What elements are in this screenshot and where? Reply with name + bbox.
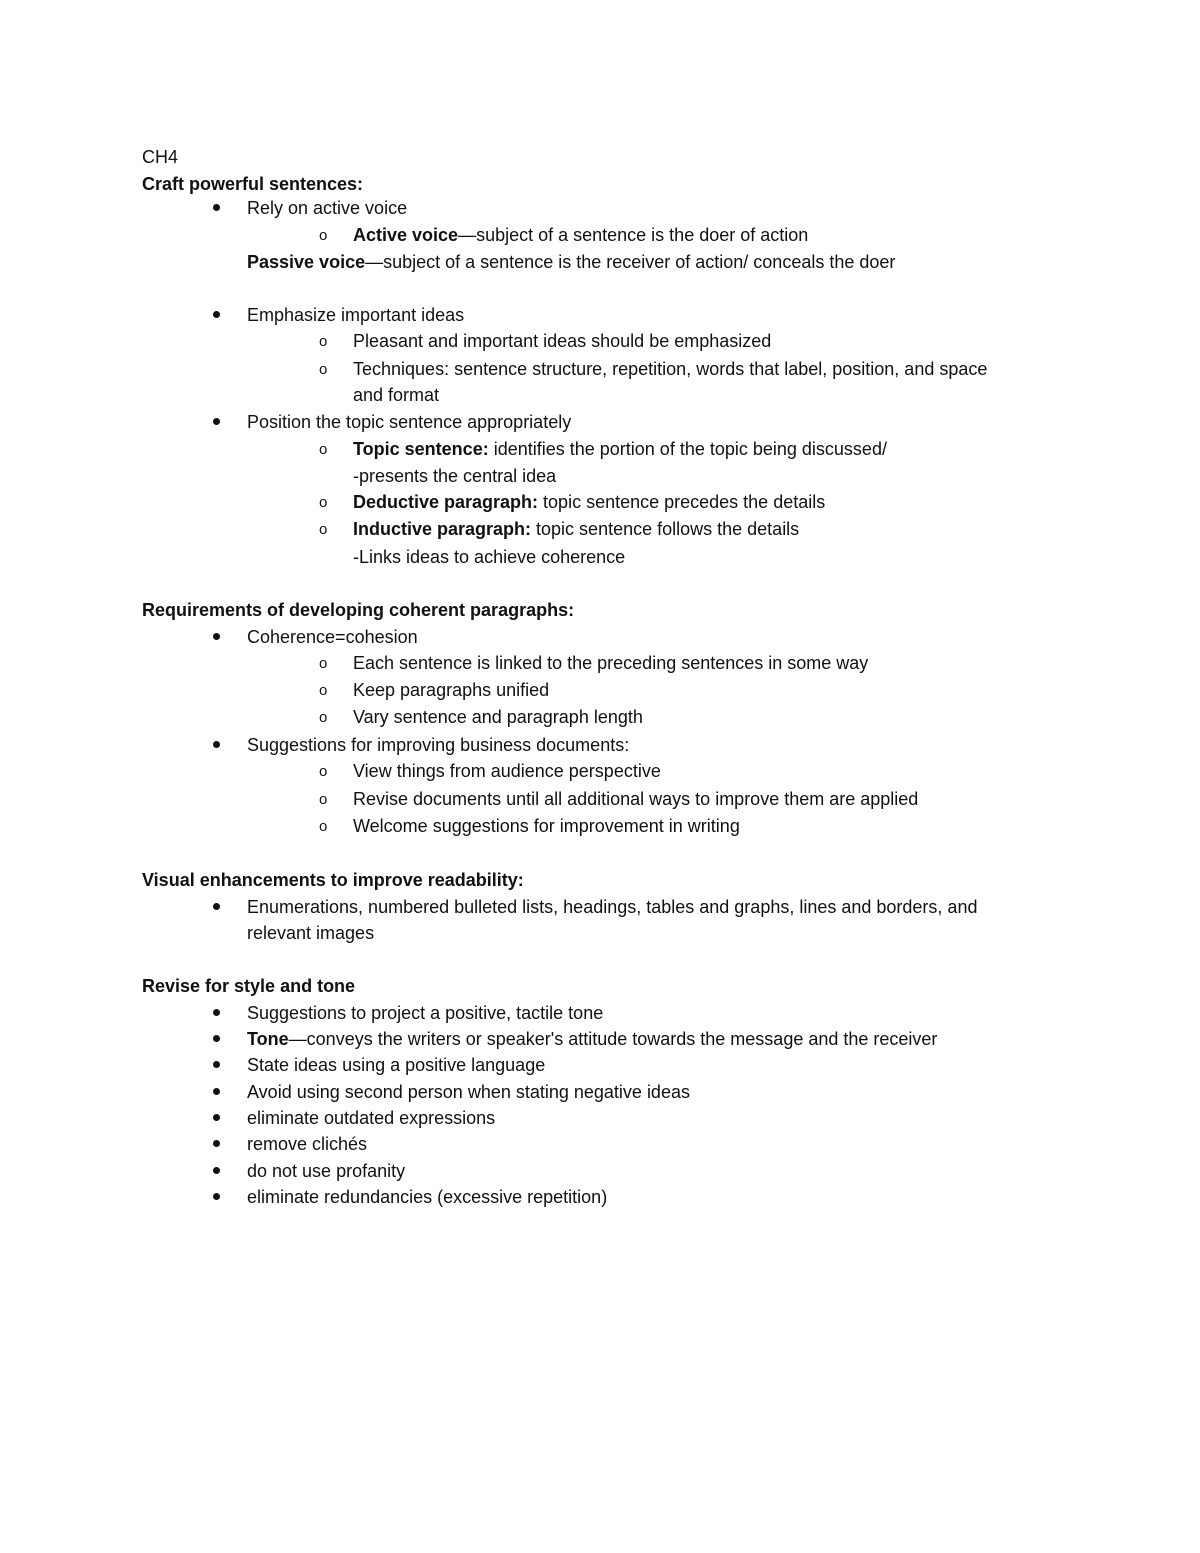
sub-bullet-icon: o <box>319 441 328 458</box>
list-item-continuation: -presents the central idea <box>353 466 557 486</box>
sub-bullet-icon: o <box>319 818 328 835</box>
list-item: Active voice—subject of a sentence is the doer of action <box>353 225 809 245</box>
list-item: Keep paragraphs unified <box>353 680 550 700</box>
passive-voice-line: Passive voice—subject of a sentence is the receiver of action/ conceals the doer <box>247 252 896 272</box>
list-item-continuation: and format <box>353 385 440 405</box>
section-heading: Visual enhancements to improve readability: <box>142 870 524 890</box>
list-item: Deductive paragraph: topic sentence precedes the details <box>353 492 826 512</box>
list-item: eliminate outdated expressions <box>247 1108 496 1128</box>
bullet-icon <box>213 1114 220 1121</box>
bullet-icon <box>213 1167 220 1174</box>
sub-bullet-icon: o <box>319 521 328 538</box>
sub-bullet-icon: o <box>319 333 328 350</box>
sub-bullet-icon: o <box>319 763 328 780</box>
sub-bullet-icon: o <box>319 361 328 378</box>
list-item-continuation: -Links ideas to achieve coherence <box>353 547 626 567</box>
bullet-icon <box>213 1193 220 1200</box>
sub-bullet-icon: o <box>319 494 328 511</box>
list-item: Welcome suggestions for improvement in writing <box>353 816 740 836</box>
bullet-icon <box>213 633 220 640</box>
list-item: State ideas using a positive language <box>247 1055 546 1075</box>
bullet-icon <box>213 1140 220 1147</box>
list-item: Suggestions for improving business documents: <box>247 735 630 755</box>
list-item: Rely on active voice <box>247 198 408 218</box>
bullet-icon <box>213 903 220 910</box>
sub-bullet-icon: o <box>319 791 328 808</box>
list-item: eliminate redundancies (excessive repetition) <box>247 1187 608 1207</box>
list-item: Each sentence is linked to the preceding sentences in some way <box>353 653 869 673</box>
bullet-icon <box>213 204 220 211</box>
list-item: Avoid using second person when stating negative ideas <box>247 1082 690 1102</box>
list-item: remove clichés <box>247 1134 368 1154</box>
section-heading: Revise for style and tone <box>142 976 356 996</box>
chapter-label: CH4 <box>142 147 179 167</box>
list-item-continuation: relevant images <box>247 923 375 943</box>
bullet-icon <box>213 418 220 425</box>
list-item: Revise documents until all additional ways to improve them are applied <box>353 789 919 809</box>
list-item: Vary sentence and paragraph length <box>353 707 643 727</box>
bullet-icon <box>213 1035 220 1042</box>
sub-bullet-icon: o <box>319 682 328 699</box>
list-item: Inductive paragraph: topic sentence follows the details <box>353 519 800 539</box>
list-item: Position the topic sentence appropriately <box>247 412 572 432</box>
bullet-icon <box>213 311 220 318</box>
list-item: Tone—conveys the writers or speaker's attitude towards the message and the receiver <box>247 1029 938 1049</box>
sub-bullet-icon: o <box>319 227 328 244</box>
list-item: Suggestions to project a positive, tactile tone <box>247 1003 604 1023</box>
list-item: View things from audience perspective <box>353 761 661 781</box>
bullet-icon <box>213 1088 220 1095</box>
section-heading: Requirements of developing coherent paragraphs: <box>142 600 575 620</box>
section-heading: Craft powerful sentences: <box>142 174 364 194</box>
list-item: do not use profanity <box>247 1161 406 1181</box>
list-item: Enumerations, numbered bulleted lists, headings, tables and graphs, lines and borders, and <box>247 897 978 917</box>
bullet-icon <box>213 1009 220 1016</box>
list-item: Techniques: sentence structure, repetition, words that label, position, and space <box>353 359 988 379</box>
list-item: Topic sentence: identifies the portion of the topic being discussed/ <box>353 439 887 459</box>
bullet-icon <box>213 741 220 748</box>
list-item: Coherence=cohesion <box>247 627 418 647</box>
list-item: Pleasant and important ideas should be emphasized <box>353 331 772 351</box>
sub-bullet-icon: o <box>319 709 328 726</box>
bullet-icon <box>213 1061 220 1068</box>
sub-bullet-icon: o <box>319 655 328 672</box>
list-item: Emphasize important ideas <box>247 305 465 325</box>
